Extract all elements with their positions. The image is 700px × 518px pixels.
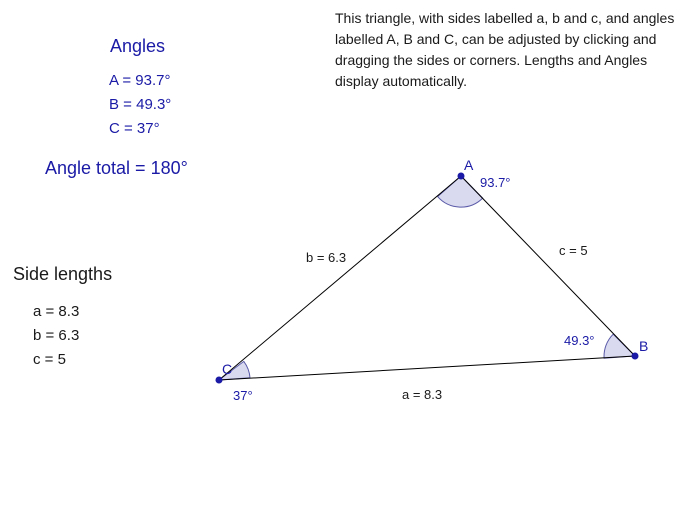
angle-a-value: A = 93.7° [109, 72, 171, 89]
vertex-b-point[interactable] [632, 353, 639, 360]
vertex-c-label: C [222, 361, 233, 377]
side-a-label: a = 8.3 [402, 387, 443, 402]
angle-a-label: 93.7° [480, 175, 511, 190]
angle-arc-b[interactable] [604, 334, 635, 358]
angle-c-label: 37° [233, 388, 253, 403]
side-a-value: a = 8.3 [33, 303, 80, 320]
angle-b-value: B = 49.3° [109, 96, 172, 113]
vertex-c-point[interactable] [216, 377, 223, 384]
side-b-line[interactable] [219, 176, 461, 380]
side-lengths-title: Side lengths [13, 264, 113, 284]
side-a-line[interactable] [219, 356, 635, 380]
vertex-a-point[interactable] [458, 173, 465, 180]
angle-c-value: C = 37° [109, 120, 160, 137]
description-text: This triangle, with sides labelled a, b and c, and angles labelled A, B and C, can be adjusted by clicking and dragging the sides or corners. Lengths and Angles display automatically. [335, 10, 675, 89]
angle-total: Angle total = 180° [45, 158, 188, 178]
side-b-value: b = 6.3 [33, 327, 80, 344]
angles-title: Angles [110, 36, 166, 56]
side-c-value: c = 5 [33, 351, 66, 368]
side-c-line[interactable] [461, 176, 635, 356]
side-b-label: b = 6.3 [306, 250, 347, 265]
side-c-label: c = 5 [559, 243, 588, 258]
vertex-b-label: B [639, 338, 649, 354]
angle-b-label: 49.3° [564, 333, 595, 348]
vertex-a-label: A [464, 157, 474, 173]
